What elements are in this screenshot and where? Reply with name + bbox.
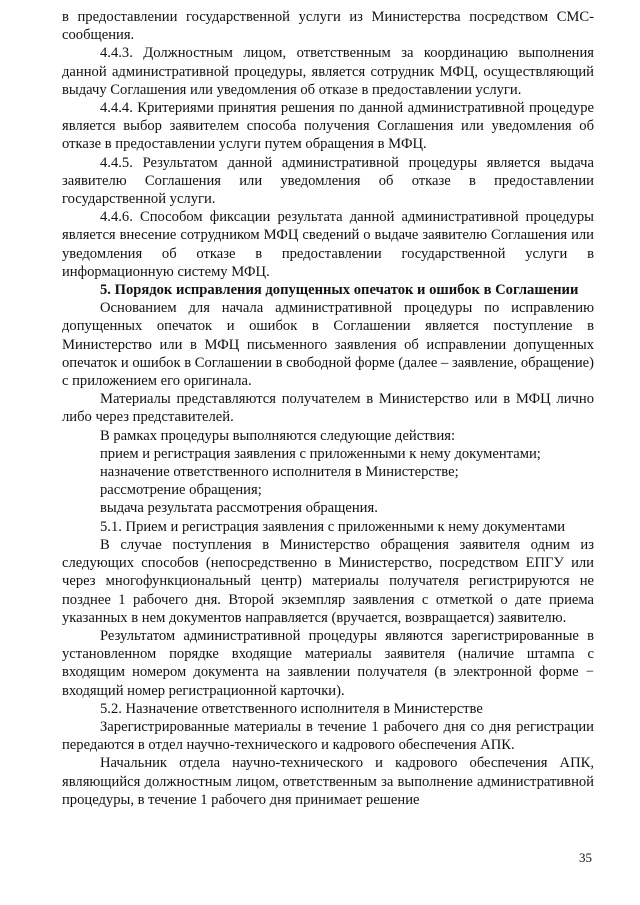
list-item-review: рассмотрение обращения; (100, 482, 262, 499)
list-item-issuance: выдача результата рассмотрения обращения. (100, 500, 378, 517)
paragraph-4-4-5: 4.4.5. Результатом данной административной процедуры является выдача заявителю Соглашения или уведомления об отказе в предоставлении государственной услуги. (62, 154, 594, 208)
paragraph-4-4-3: 4.4.3. Должностным лицом, ответственным за координацию выполнения данной административной процедуры, является сотрудник МФЦ, осуществляющий выдачу Соглашения или уведомления об отказе в предоставлении услуги. (62, 45, 594, 98)
paragraph-4-4-6: 4.4.6. Способом фиксации результата данной административной процедуры является внесение сотрудником МФЦ сведений о выдаче заявителю Соглашения или уведомления об отказе в предоставлении государственной услуги в информационную систему МФЦ. (62, 209, 594, 280)
paragraph-receipt-case: В случае поступления в Министерство обращения заявителя одним из следующих способов (непосредственно в Министерство, посредством ЕПГУ или через многофункциональный центр) материалы получателя регистрируются не позднее 1 рабочего дня. Второй экземпляр заявления с отметкой о дате приема указанных в нем документов направляется (вручается, возвращается) заявителю. (62, 536, 594, 626)
paragraph-4-4-4: 4.4.4. Критериями принятия решения по данной административной процедуре является выбор заявителем способа получения Соглашения или уведомления об отказе в предоставлении услуги путем обращения в МФЦ. (62, 100, 594, 153)
paragraph-registered-materials: Зарегистрированные материалы в течение 1 рабочего дня со дня регистрации передаются в отдел научно-технического и кадрового обеспечения АПК. (62, 718, 594, 754)
list-item-assignment: назначение ответственного исполнителя в Министерстве; (100, 464, 459, 481)
subsection-heading-5-2: 5.2. Назначение ответственного исполнителя в Министерстве (100, 700, 483, 717)
paragraph-department-head: Начальник отдела научно-технического и кадрового обеспечения АПК, являющийся должностным лицом, ответственным за выполнение административной процедуры, в течение 1 рабочего дня принимает решение (62, 755, 594, 808)
paragraph-materials: Материалы представляются получателем в Министерство или в МФЦ лично либо через представителей. (62, 391, 594, 426)
list-item-reception: прием и регистрация заявления с приложенными к нему документами; (100, 445, 541, 462)
paragraph-basis: Основанием для начала административной процедуры по исправлению допущенных опечаток и ошибок в Соглашении является поступление в Министерство или в МФЦ письменного заявления об исправлении допущенных опечаток и ошибок в Соглашении в свободной форме (далее – заявление, обращение) с приложением его оригинала. (62, 300, 594, 390)
section-heading-5: 5. Порядок исправления допущенных опечаток и ошибок в Соглашении (100, 282, 579, 299)
paragraph-actions-intro: В рамках процедуры выполняются следующие действия: (100, 427, 456, 444)
subsection-heading-5-1: 5.1. Прием и регистрация заявления с приложенными к нему документами (100, 518, 566, 535)
paragraph-continuation: в предоставлении государственной услуги из Министерства посредством СМС-сообщения. (62, 9, 594, 44)
paragraph-procedure-result: Результатом административной процедуры являются зарегистрированные в установленном порядке входящие материалы заявителя (наличие штампа с входящим номером документа на заявлении получателя (в электронной форме − входящий номер регистрационной карточки). (62, 627, 594, 699)
document-body (62, 8, 594, 809)
page-number: 35 (579, 850, 592, 865)
